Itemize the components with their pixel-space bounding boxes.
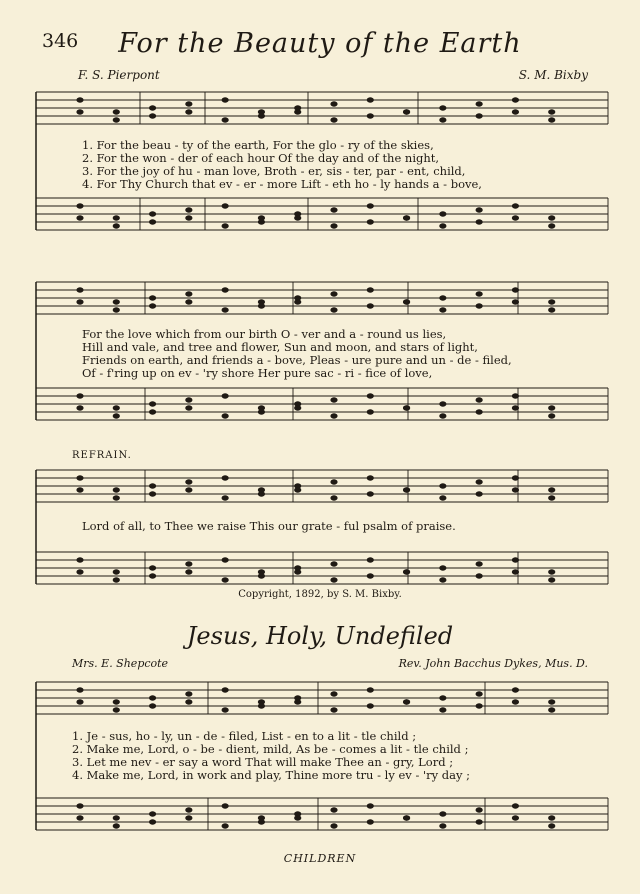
note-head bbox=[113, 215, 120, 220]
note-head bbox=[403, 405, 410, 410]
hymn2-line-1: 1. Je - sus, ho - ly, un - de - filed, List - en to a lit - tle child ; bbox=[72, 729, 417, 743]
note-head bbox=[476, 691, 483, 696]
note-head bbox=[439, 707, 446, 712]
note-head bbox=[403, 109, 410, 114]
note-head bbox=[222, 413, 229, 418]
note-head bbox=[512, 97, 519, 102]
note-head bbox=[149, 409, 156, 414]
refrain-label: REFRAIN. bbox=[72, 450, 132, 461]
note-head bbox=[548, 307, 555, 312]
hymn-title: For the Beauty of the Earth bbox=[118, 28, 522, 59]
note-head bbox=[185, 561, 192, 566]
note-head bbox=[439, 413, 446, 418]
note-head bbox=[476, 561, 483, 566]
note-head bbox=[367, 803, 374, 808]
note-head bbox=[330, 561, 337, 566]
note-head bbox=[367, 219, 374, 224]
note-head bbox=[76, 203, 83, 208]
note-head bbox=[476, 303, 483, 308]
note-head bbox=[367, 475, 374, 480]
note-head bbox=[439, 105, 446, 110]
note-head bbox=[149, 211, 156, 216]
verse-line-3: 3. For the joy of hu - man love, Broth - er, sis - ter, par - ent, child, bbox=[82, 164, 466, 178]
note-head bbox=[330, 691, 337, 696]
hymn2-title: Jesus, Holy, Undefiled bbox=[186, 622, 454, 650]
refrain-line: Lord of all, to Thee we raise This our grate - ful psalm of praise. bbox=[82, 519, 456, 533]
note-head bbox=[367, 113, 374, 118]
note-head bbox=[113, 223, 120, 228]
note-head bbox=[76, 569, 83, 574]
note-head bbox=[185, 215, 192, 220]
note-head bbox=[149, 303, 156, 308]
note-head bbox=[512, 475, 519, 480]
note-head bbox=[439, 695, 446, 700]
note-head bbox=[476, 409, 483, 414]
note-head bbox=[222, 393, 229, 398]
note-head bbox=[258, 409, 265, 414]
note-head bbox=[439, 211, 446, 216]
note-head bbox=[294, 815, 301, 820]
note-head bbox=[294, 215, 301, 220]
note-head bbox=[548, 109, 555, 114]
note-head bbox=[476, 397, 483, 402]
note-head bbox=[113, 487, 120, 492]
note-head bbox=[367, 97, 374, 102]
note-head bbox=[149, 819, 156, 824]
note-head bbox=[149, 695, 156, 700]
note-head bbox=[367, 491, 374, 496]
note-head bbox=[185, 815, 192, 820]
note-head bbox=[512, 699, 519, 704]
note-head bbox=[367, 703, 374, 708]
note-head bbox=[222, 577, 229, 582]
note-head bbox=[476, 703, 483, 708]
note-head bbox=[113, 577, 120, 582]
note-head bbox=[476, 101, 483, 106]
note-head bbox=[294, 487, 301, 492]
page-number: 346 bbox=[42, 30, 79, 52]
hymn2-line-4: 4. Make me, Lord, in work and play, Thine more tru - ly ev - 'ry day ; bbox=[72, 768, 471, 782]
note-head bbox=[185, 101, 192, 106]
hymn2-composer: Rev. John Bacchus Dykes, Mus. D. bbox=[398, 657, 588, 670]
note-head bbox=[476, 491, 483, 496]
note-head bbox=[512, 203, 519, 208]
note-head bbox=[113, 495, 120, 500]
poet-credit: F. S. Pierpont bbox=[78, 68, 160, 82]
note-head bbox=[258, 573, 265, 578]
note-head bbox=[330, 823, 337, 828]
note-head bbox=[512, 109, 519, 114]
note-head bbox=[476, 573, 483, 578]
note-head bbox=[367, 303, 374, 308]
note-head bbox=[149, 573, 156, 578]
note-head bbox=[439, 811, 446, 816]
note-head bbox=[149, 295, 156, 300]
verse-line-6: Hill and vale, and tree and flower, Sun and moon, and stars of light, bbox=[82, 340, 478, 354]
note-head bbox=[512, 393, 519, 398]
note-head bbox=[222, 687, 229, 692]
note-head bbox=[113, 569, 120, 574]
note-head bbox=[548, 215, 555, 220]
note-head bbox=[548, 815, 555, 820]
note-head bbox=[548, 707, 555, 712]
note-head bbox=[330, 413, 337, 418]
hymn2-line-3: 3. Let me nev - er say a word That will make Thee an - gry, Lord ; bbox=[72, 755, 454, 769]
note-head bbox=[185, 397, 192, 402]
note-head bbox=[222, 307, 229, 312]
note-head bbox=[512, 815, 519, 820]
note-head bbox=[548, 117, 555, 122]
note-head bbox=[512, 405, 519, 410]
note-head bbox=[330, 479, 337, 484]
note-head bbox=[512, 487, 519, 492]
note-head bbox=[330, 495, 337, 500]
note-head bbox=[76, 557, 83, 562]
footer: CHILDREN bbox=[283, 852, 357, 865]
note-head bbox=[512, 215, 519, 220]
note-head bbox=[76, 815, 83, 820]
note-head bbox=[76, 687, 83, 692]
note-head bbox=[330, 707, 337, 712]
note-head bbox=[149, 491, 156, 496]
note-head bbox=[330, 117, 337, 122]
note-head bbox=[330, 307, 337, 312]
verse-line-2: 2. For the won - der of each hour Of the day and of the night, bbox=[82, 151, 440, 165]
hymn2-line-2: 2. Make me, Lord, o - be - dient, mild, As be - comes a lit - tle child ; bbox=[72, 742, 469, 756]
note-head bbox=[439, 565, 446, 570]
note-head bbox=[330, 577, 337, 582]
note-head bbox=[403, 815, 410, 820]
note-head bbox=[476, 207, 483, 212]
note-head bbox=[258, 303, 265, 308]
verse-line-8: Of - f'ring up on ev - 'ry shore Her pure sac - ri - fice of love, bbox=[82, 366, 433, 380]
note-head bbox=[548, 405, 555, 410]
note-head bbox=[367, 557, 374, 562]
note-head bbox=[439, 483, 446, 488]
note-head bbox=[76, 287, 83, 292]
note-head bbox=[258, 703, 265, 708]
note-head bbox=[76, 475, 83, 480]
note-head bbox=[113, 823, 120, 828]
note-head bbox=[367, 819, 374, 824]
note-head bbox=[439, 495, 446, 500]
note-head bbox=[185, 299, 192, 304]
copyright: Copyright, 1892, by S. M. Bixby. bbox=[238, 589, 402, 600]
note-head bbox=[258, 219, 265, 224]
note-head bbox=[367, 409, 374, 414]
note-head bbox=[185, 109, 192, 114]
note-head bbox=[294, 569, 301, 574]
note-head bbox=[76, 405, 83, 410]
verse-line-4: 4. For Thy Church that ev - er - more Lift - eth ho - ly hands a - bove, bbox=[82, 177, 482, 191]
note-head bbox=[222, 475, 229, 480]
note-head bbox=[512, 569, 519, 574]
note-head bbox=[149, 219, 156, 224]
note-head bbox=[113, 699, 120, 704]
note-head bbox=[76, 803, 83, 808]
note-head bbox=[367, 287, 374, 292]
note-head bbox=[76, 699, 83, 704]
note-head bbox=[185, 569, 192, 574]
note-head bbox=[476, 219, 483, 224]
note-head bbox=[548, 577, 555, 582]
note-head bbox=[222, 117, 229, 122]
note-head bbox=[222, 97, 229, 102]
note-head bbox=[185, 405, 192, 410]
verse-line-1: 1. For the beau - ty of the earth, For the glo - ry of the skies, bbox=[82, 138, 434, 152]
note-head bbox=[512, 557, 519, 562]
note-head bbox=[76, 487, 83, 492]
note-head bbox=[113, 109, 120, 114]
note-head bbox=[185, 487, 192, 492]
note-head bbox=[222, 287, 229, 292]
note-head bbox=[476, 819, 483, 824]
note-head bbox=[76, 109, 83, 114]
note-head bbox=[185, 691, 192, 696]
note-head bbox=[403, 699, 410, 704]
note-head bbox=[294, 405, 301, 410]
note-head bbox=[185, 479, 192, 484]
note-head bbox=[113, 815, 120, 820]
note-head bbox=[330, 807, 337, 812]
note-head bbox=[222, 707, 229, 712]
note-head bbox=[185, 291, 192, 296]
hymn2-poet: Mrs. E. Shepcote bbox=[72, 657, 169, 670]
note-head bbox=[476, 807, 483, 812]
note-head bbox=[330, 207, 337, 212]
note-head bbox=[76, 97, 83, 102]
note-head bbox=[512, 299, 519, 304]
note-head bbox=[330, 397, 337, 402]
note-head bbox=[149, 105, 156, 110]
note-head bbox=[439, 223, 446, 228]
verse-line-5: For the love which from our birth O - ver and a - round us lies, bbox=[82, 327, 447, 341]
note-head bbox=[76, 393, 83, 398]
note-head bbox=[548, 569, 555, 574]
note-head bbox=[113, 413, 120, 418]
note-head bbox=[512, 803, 519, 808]
note-head bbox=[149, 703, 156, 708]
note-head bbox=[548, 487, 555, 492]
note-head bbox=[185, 699, 192, 704]
note-head bbox=[367, 687, 374, 692]
note-head bbox=[548, 495, 555, 500]
note-head bbox=[113, 707, 120, 712]
note-head bbox=[222, 223, 229, 228]
note-head bbox=[439, 117, 446, 122]
note-head bbox=[439, 823, 446, 828]
note-head bbox=[76, 299, 83, 304]
note-head bbox=[548, 299, 555, 304]
note-head bbox=[367, 573, 374, 578]
note-head bbox=[185, 807, 192, 812]
note-head bbox=[294, 699, 301, 704]
composer-credit: S. M. Bixby bbox=[518, 68, 588, 82]
note-head bbox=[548, 413, 555, 418]
note-head bbox=[149, 113, 156, 118]
note-head bbox=[403, 569, 410, 574]
note-head bbox=[367, 203, 374, 208]
note-head bbox=[222, 823, 229, 828]
note-head bbox=[294, 109, 301, 114]
note-head bbox=[439, 295, 446, 300]
note-head bbox=[258, 113, 265, 118]
note-head bbox=[476, 113, 483, 118]
note-head bbox=[222, 803, 229, 808]
note-head bbox=[512, 287, 519, 292]
note-head bbox=[548, 223, 555, 228]
verse-line-7: Friends on earth, and friends a - bove, Pleas - ure pure and un - de - filed, bbox=[82, 353, 512, 367]
note-head bbox=[258, 819, 265, 824]
note-head bbox=[149, 811, 156, 816]
note-head bbox=[330, 101, 337, 106]
note-head bbox=[149, 483, 156, 488]
note-head bbox=[439, 577, 446, 582]
note-head bbox=[222, 557, 229, 562]
note-head bbox=[330, 223, 337, 228]
note-head bbox=[222, 495, 229, 500]
note-head bbox=[439, 307, 446, 312]
note-head bbox=[258, 491, 265, 496]
note-head bbox=[367, 393, 374, 398]
note-head bbox=[222, 203, 229, 208]
note-head bbox=[113, 117, 120, 122]
note-head bbox=[330, 291, 337, 296]
note-head bbox=[113, 299, 120, 304]
note-head bbox=[76, 215, 83, 220]
note-head bbox=[512, 687, 519, 692]
note-head bbox=[149, 565, 156, 570]
note-head bbox=[403, 215, 410, 220]
note-head bbox=[476, 479, 483, 484]
note-head bbox=[439, 401, 446, 406]
note-head bbox=[149, 401, 156, 406]
note-head bbox=[403, 299, 410, 304]
note-head bbox=[294, 299, 301, 304]
note-head bbox=[403, 487, 410, 492]
note-head bbox=[113, 405, 120, 410]
note-head bbox=[113, 307, 120, 312]
note-head bbox=[548, 823, 555, 828]
note-head bbox=[476, 291, 483, 296]
note-head bbox=[185, 207, 192, 212]
note-head bbox=[548, 699, 555, 704]
